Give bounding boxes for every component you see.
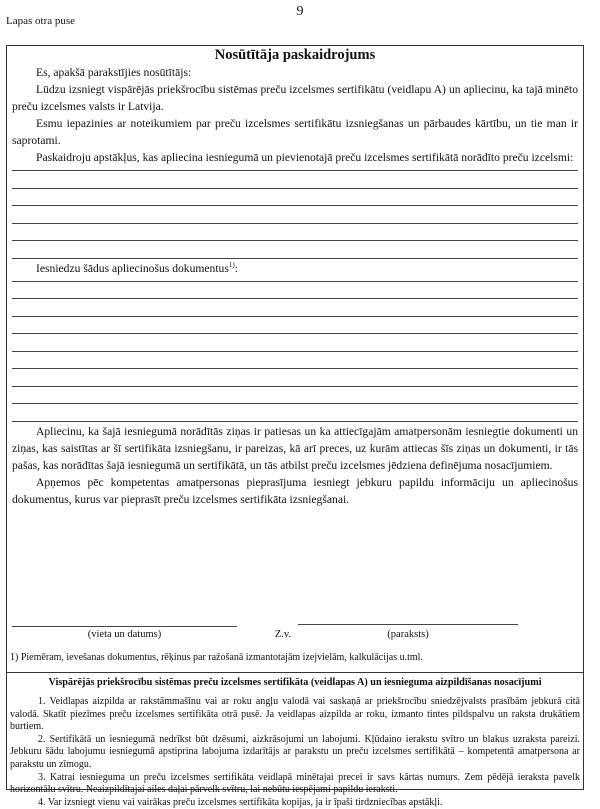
documents-line[interactable] — [12, 403, 578, 404]
declaration-body — [12, 64, 578, 508]
documents-line[interactable] — [12, 368, 578, 369]
explanation-line[interactable] — [12, 240, 578, 241]
undertake-text: Apņemos pēc kompetentas amatpersonas pieprasījuma iesniegt jebkuru papildu informāciju un apliecinošus dokumentus, kurus var pieprasīt preču izcelsmes sertifikāta izsniegšanai. — [12, 475, 578, 506]
explanation-line[interactable] — [12, 223, 578, 224]
page-number: 9 — [296, 4, 304, 19]
declaration-title: Nosūtītāja paskaidrojums — [214, 47, 376, 63]
request-text: Lūdzu izsniegt vispārējās priekšrocību sistēmas preču izcelsmes sertifikātu (veidlapu A) un apliecinu, ka tajā minēto preču izcelsmes valsts ir Latvija. — [12, 83, 578, 113]
documents-text: Iesniedzu šādus apliecinošus dokumentus — [36, 261, 229, 275]
condition-text: 3. Katrai iesnieguma un preču izcelsmes sertifikāta veidlapā minētajai precei ir savs kārtas numurs. Zem pēdējā ieraksta pavelk horizontālu svītru. Neaizpildītajai ailes daļai pārvelk svītru, lai nebūtu iespējami papildu ieraksti. — [10, 771, 580, 796]
documents-line[interactable] — [12, 298, 578, 299]
footnote: 1) Piemēram, ievešanas dokumentus, rēķinus par ražošanā izmantotajām izejvielām, kalkulācijas u.tml. — [10, 652, 423, 663]
intro-text: Es, apakšā parakstījies nosūtītājs: — [36, 66, 192, 79]
conditions-title: Vispārējās priekšrocību sistēmas preču izcelsmes sertifikāta (veidlapas A) un iesnieguma aizpildīšanas nosacījumi — [48, 677, 542, 688]
signature-label: (paraksts) — [387, 629, 429, 640]
documents-line[interactable] — [12, 281, 578, 282]
conditions-section — [10, 676, 580, 809]
signature-field[interactable] — [298, 624, 518, 625]
condition-text: 2. Sertifikātā un iesniegumā nedrīkst būt dzēsumi, aizkrāsojumi un labojumi. Kļūdaino ierakstu svītro un blakus uzraksta pareizi. Jebkuru šādu labojumu iesniegumā apstiprina labojuma izdarītājs ar parakstu un preču izcelsmes sertifikātā – kompetentā amatpersona ar parakstu un zīmogu. — [10, 733, 580, 770]
declaration-undertake — [12, 474, 578, 508]
stamp-label: Z.v. — [274, 629, 292, 640]
section-divider — [6, 672, 584, 673]
declaration-acknowledge — [12, 115, 578, 149]
condition-item — [10, 696, 580, 734]
page-side-note: Lapas otra puse — [6, 15, 76, 27]
declaration-request — [12, 81, 578, 115]
footnote-ref: 1) — [228, 260, 235, 269]
explanation-line[interactable] — [12, 205, 578, 206]
documents-line[interactable] — [12, 351, 578, 352]
attest-text: Apliecinu, ka šajā iesniegumā norādītās ziņas ir patiesas un ka attiecīgajām amatpersonām iesniegtie dokumenti un ziņas, kas saistītas ar šī sertifikāta izsniegšanu, ir pareizas, kā arī preces, uz kurām attiecas šīs ziņas un dokumenti, ir tās pašas, kas norādītas šajā iesniegumā un sertifikātā, un tās atbilst preču izcelsmes jēdziena definējuma nosacījumiem. — [12, 424, 578, 472]
explanation-line[interactable] — [12, 258, 578, 259]
condition-item — [10, 772, 580, 797]
condition-item — [10, 734, 580, 772]
declaration-explain — [12, 149, 578, 166]
documents-line[interactable] — [12, 333, 578, 334]
acknowledge-text: Esmu iepazinies ar noteikumiem par preču izcelsmes sertifikātu izsniegšanas un pārbaudes kārtību, un tie man ir saprotami. — [12, 117, 578, 147]
declaration-intro — [12, 64, 578, 81]
place-date-field[interactable] — [12, 626, 237, 627]
documents-line[interactable] — [12, 421, 578, 422]
documents-line[interactable] — [12, 386, 578, 387]
condition-text: 1. Veidlapas aizpilda ar rakstāmmašīnu vai ar roku angļu valodā vai saskaņā ar priekšrocību sniedzējvalsts prasībām jebkurā citā valodā. Skatīt piezīmes preču izcelsmes sertifikāta otrā pusē. Ja veidlapas aizpilda ar roku, izmanto tintes pildspalvu un raksta drukātiem burtiem. — [10, 696, 580, 733]
documents-lines — [12, 277, 578, 422]
condition-text: 4. Var izsniegt vienu vai vairākas preču izcelsmes sertifikāta kopijas, ja ir īpaši tirdzniecības apstākļi. — [38, 796, 443, 808]
explain-text: Paskaidroju apstākļus, kas apliecina iesniegumā un pievienotajā preču izcelsmes sertifikātā norādīto preču izcelsmi: — [36, 151, 574, 164]
documents-label — [12, 260, 578, 277]
place-date-label: (vieta un datums) — [87, 629, 162, 640]
explanation-line[interactable] — [12, 188, 578, 189]
explanation-lines — [12, 166, 578, 259]
explanation-line[interactable] — [12, 170, 578, 171]
documents-line[interactable] — [12, 316, 578, 317]
documents-colon: : — [234, 261, 238, 275]
condition-item — [10, 797, 580, 809]
declaration-attest — [12, 423, 578, 474]
